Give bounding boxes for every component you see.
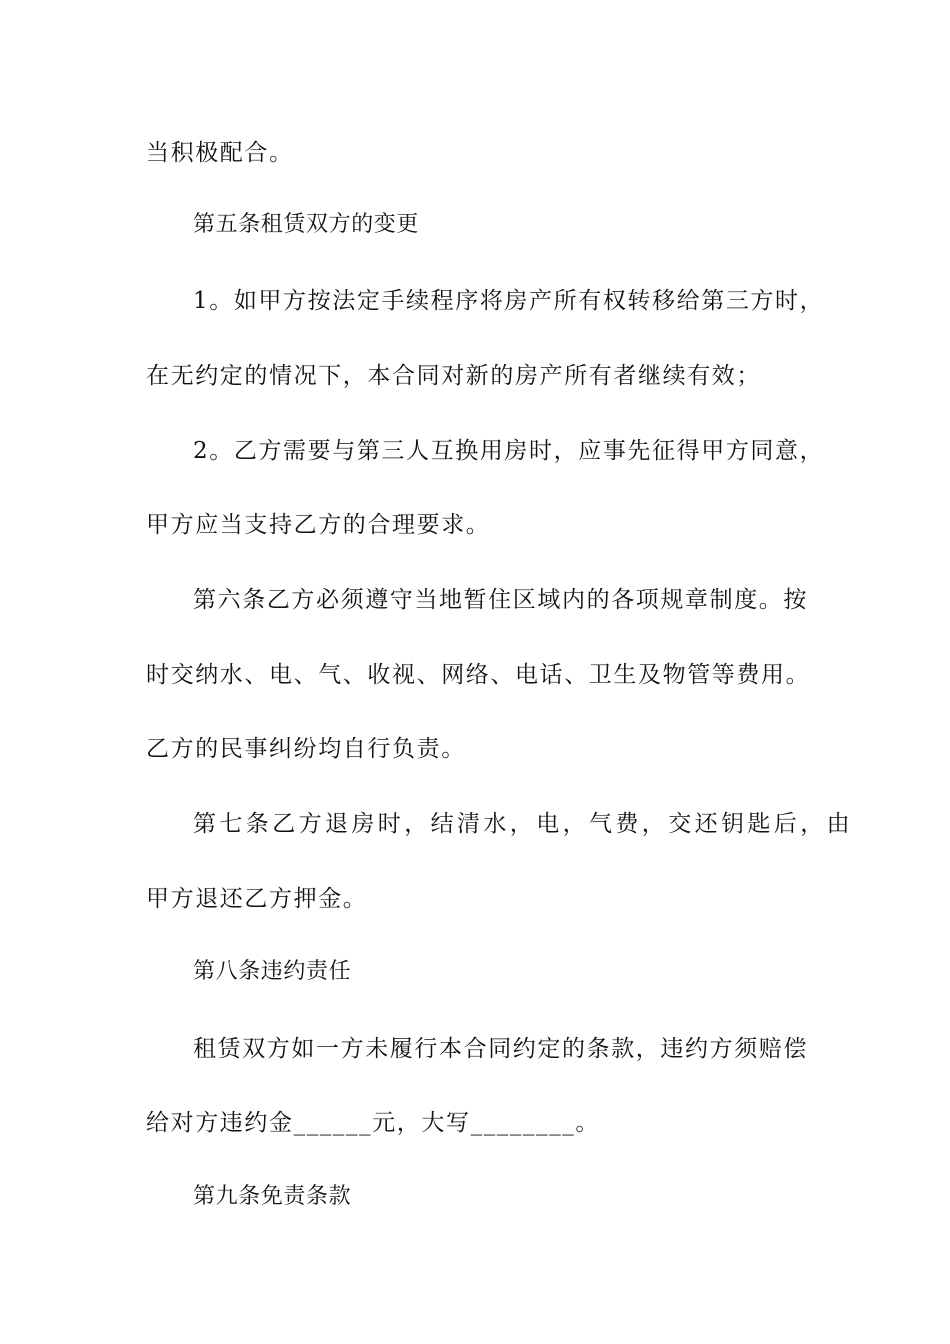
section-heading-article-8: 第八条违约责任 (193, 959, 352, 984)
section-heading-article-5: 第五条租赁双方的变更 (193, 212, 420, 237)
paragraph-line: 1。如甲方按法定手续程序将房产所有权转移给第三方时， (193, 288, 825, 314)
section-heading-article-9: 第九条免责条款 (193, 1184, 352, 1209)
paragraph-line: 给对方违约金______元，大写________。 (146, 1110, 600, 1136)
paragraph-line: 当积极配合。 (146, 140, 294, 166)
paragraph-line: 时交纳水、电、气、收视、网络、电话、卫生及物管等费用。 (146, 662, 811, 688)
paragraph-line: 第七条乙方退房时，结清水，电，气费，交还钥匙后，由 (193, 811, 853, 837)
paragraph-line: 乙方的民事纠纷均自行负责。 (146, 736, 466, 762)
paragraph-line: 甲方应当支持乙方的合理要求。 (146, 512, 491, 538)
paragraph-line: 在无约定的情况下，本合同对新的房产所有者继续有效； (146, 363, 761, 389)
paragraph-line: 租赁双方如一方未履行本合同约定的条款，违约方须赔偿 (193, 1036, 808, 1062)
paragraph-line: 甲方退还乙方押金。 (146, 886, 368, 912)
paragraph-line: 2。乙方需要与第三人互换用房时，应事先征得甲方同意， (193, 438, 825, 464)
paragraph-line: 第六条乙方必须遵守当地暂住区域内的各项规章制度。按 (193, 587, 808, 613)
